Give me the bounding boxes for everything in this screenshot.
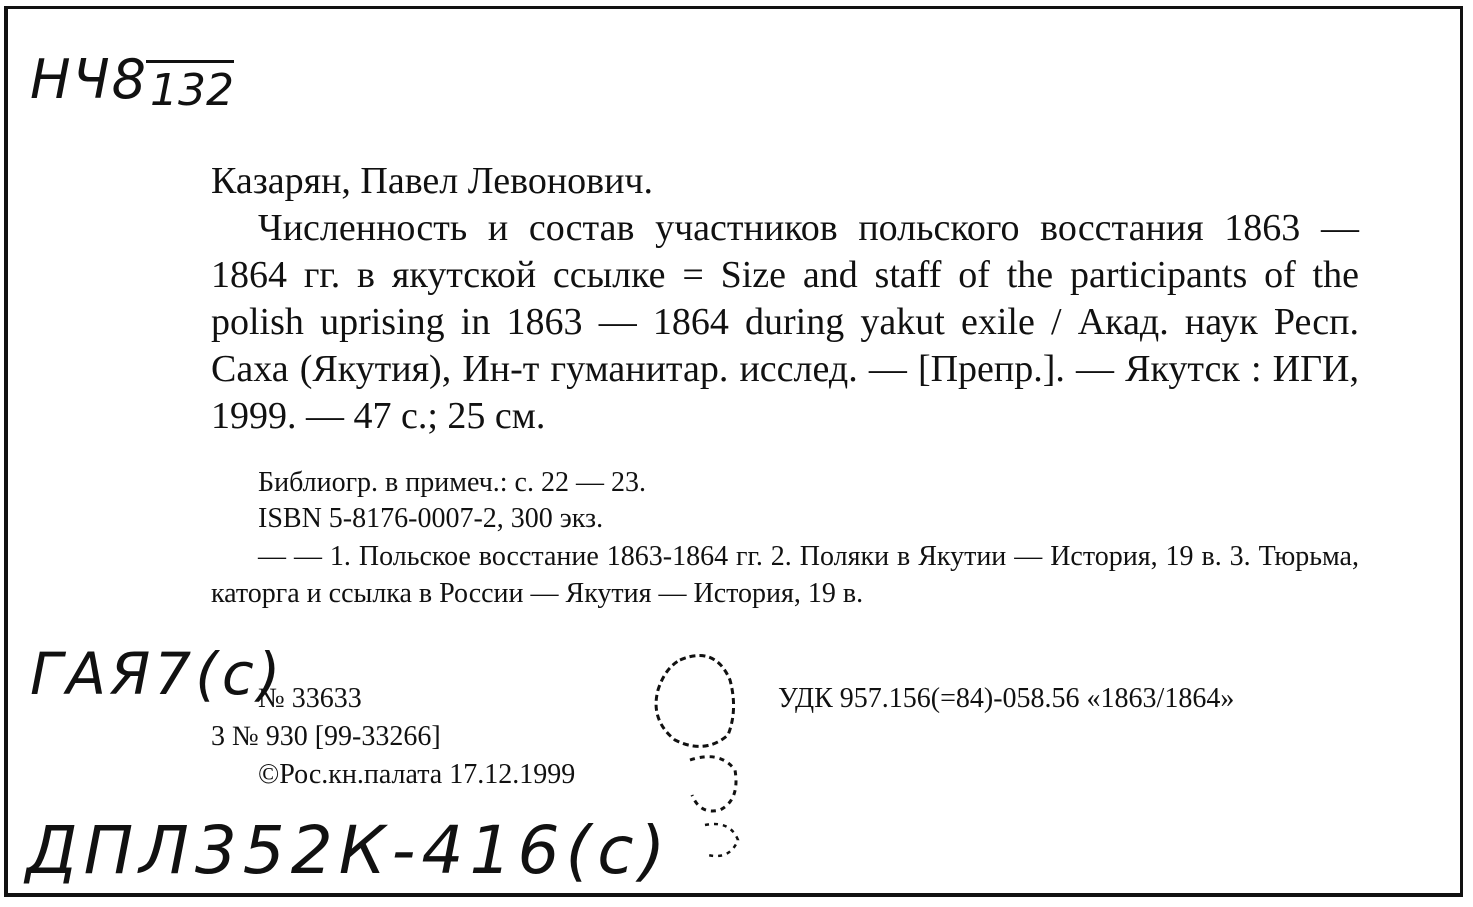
udk-classification: УДК 957.156(=84)-058.56 «1863/1864»	[778, 683, 1235, 714]
shelf-fraction-numerator	[146, 60, 234, 63]
isbn-line: ISBN 5-8176-0007-2, 300 экз.	[258, 503, 604, 534]
card-number: 3 № 930 [99-33266]	[211, 721, 441, 752]
copyright-line: ©Рос.кн.палата 17.12.1999	[258, 759, 576, 790]
subject-headings: — — 1. Польское восстание 1863-1864 гг. 2. Поляки в Якутии — История, 19 в. 3. Тюрьма, каторга и ссылка в России — Якутия — История, 19 в.	[211, 541, 1359, 609]
handwritten-gaya-mark: ГАЯ7(с)	[30, 640, 285, 708]
author-heading: Казарян, Павел Левонович.	[211, 160, 654, 202]
bibliography-note: Библиогр. в примеч.: с. 22 — 23.	[258, 467, 646, 498]
handwritten-dpl-mark: ДПЛ352К-416(с)	[26, 812, 672, 889]
handwritten-shelf-mark: НЧ8	[30, 48, 148, 111]
bibliographic-entry: Численность и состав участников польского восстания 1863 — 1864 гг. в якутской ссылке = Size and staff of the participants of the polish uprising in 1863 — 1864 during yakut exile / Акад. наук Респ. Саха (Якутия), Ин-т гуманитар. исслед. — [Препр.]. — Якутск : ИГИ, 1999. — 47 с.; 25 см.	[211, 207, 1359, 437]
handwritten-shelf-fraction	[146, 60, 234, 116]
card-main-text	[211, 158, 1359, 440]
registration-number: № 33633	[258, 683, 362, 714]
shelf-fraction-denominator: 132	[150, 65, 234, 116]
